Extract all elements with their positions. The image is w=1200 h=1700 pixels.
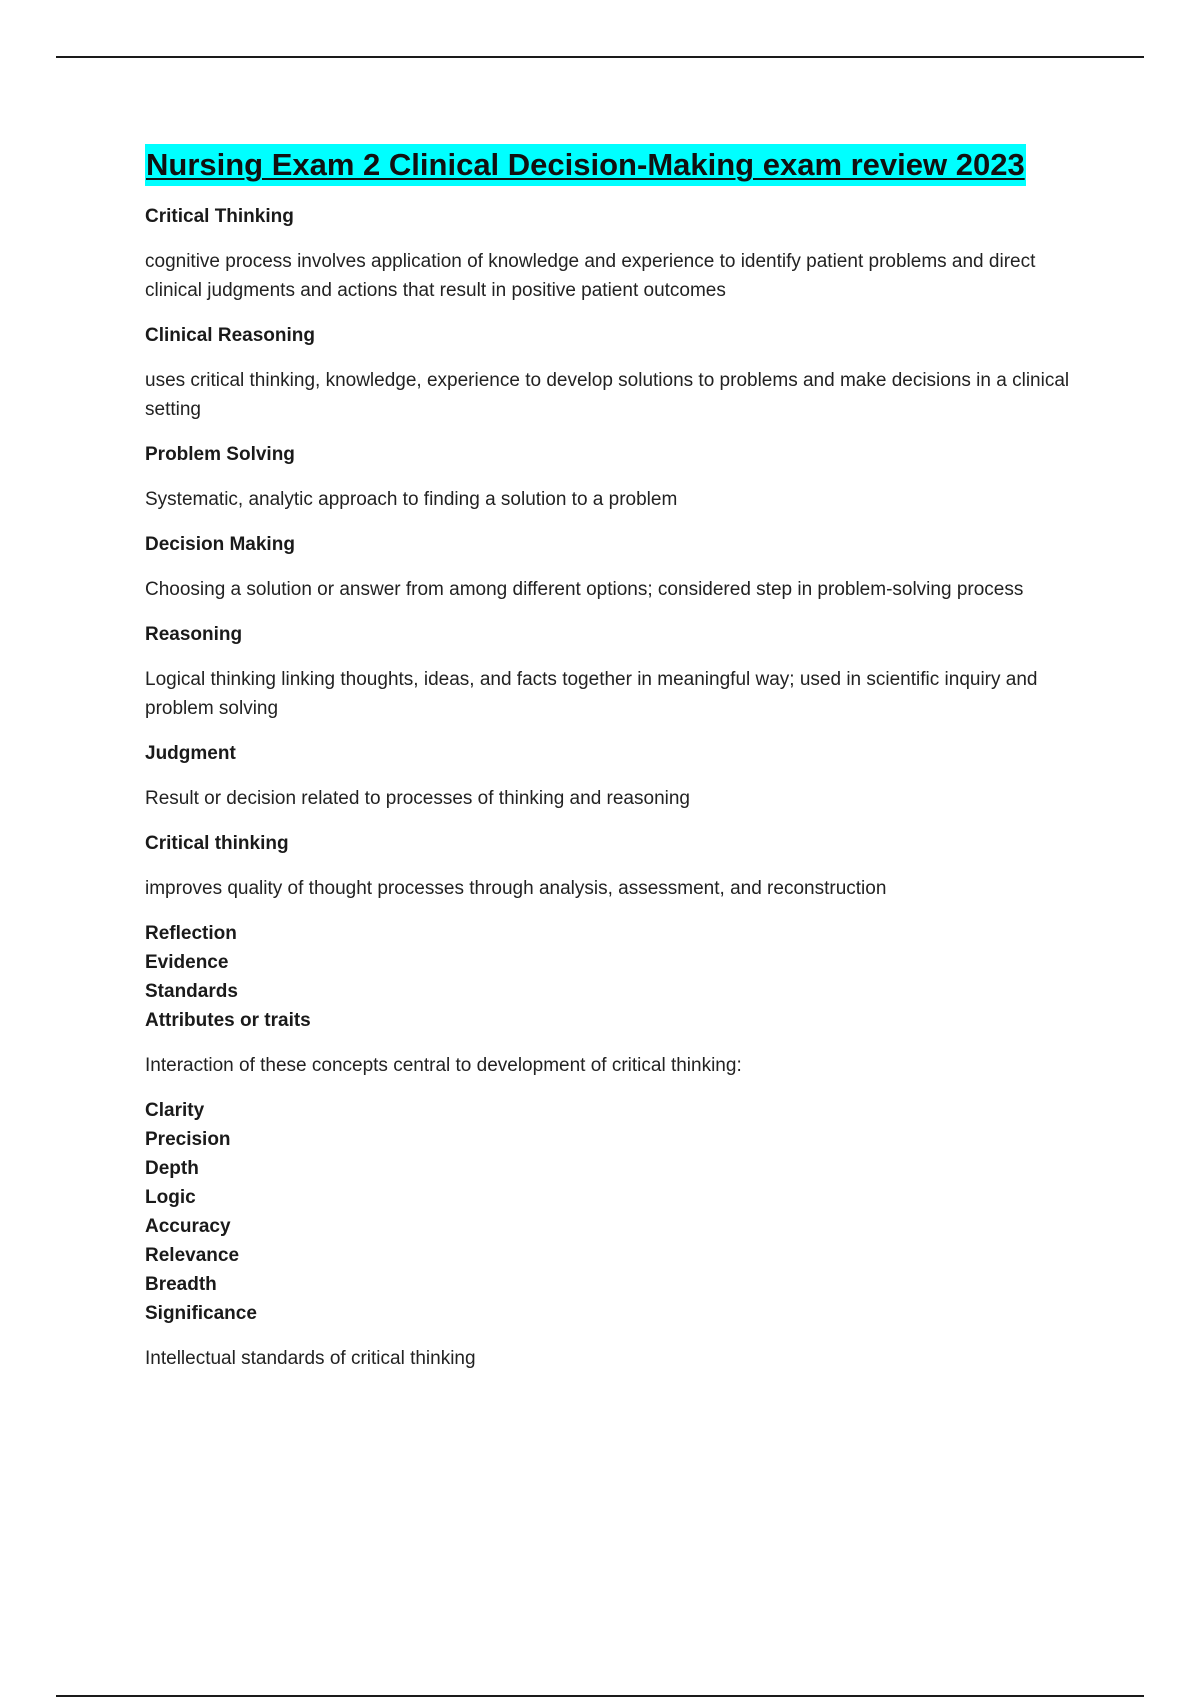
term-heading: Critical thinking (145, 833, 289, 854)
term-heading: Decision Making (145, 534, 295, 555)
concepts-definition: Interaction of these concepts central to development of critical thinking: (145, 1055, 742, 1076)
term-definition: cognitive process involves application of knowledge and experience to identify patient problems and direct clinical judgments and actions that result in positive patient outcomes (145, 251, 1036, 301)
standard-item: Clarity (145, 1100, 205, 1121)
concept-item: Reflection (145, 923, 237, 944)
standard-item: Breadth (145, 1274, 217, 1295)
concept-item: Evidence (145, 952, 229, 973)
term-definition: Result or decision related to processes of thinking and reasoning (145, 788, 690, 809)
standard-item: Relevance (145, 1245, 240, 1266)
standard-item: Accuracy (145, 1216, 231, 1237)
standards-list (145, 1096, 1090, 1328)
concepts-list (145, 919, 1090, 1035)
term-heading: Clinical Reasoning (145, 325, 315, 346)
standard-item: Significance (145, 1303, 257, 1324)
term-definition: uses critical thinking, knowledge, experience to develop solutions to problems and make decisions in a clinical setting (145, 370, 1070, 420)
standard-item: Precision (145, 1129, 231, 1150)
concept-item: Standards (145, 981, 238, 1002)
term-heading: Critical Thinking (145, 206, 294, 227)
term-heading: Reasoning (145, 624, 243, 645)
term-definition: Systematic, analytic approach to finding a solution to a problem (145, 489, 678, 510)
standards-definition: Intellectual standards of critical thinking (145, 1348, 476, 1369)
term-definition: Logical thinking linking thoughts, ideas, and facts together in meaningful way; used in scientific inquiry and problem solving (145, 669, 1038, 719)
footer-rule (56, 1695, 1144, 1697)
term-definition: Choosing a solution or answer from among different options; considered step in problem-solving process (145, 579, 1024, 600)
document-body (145, 144, 1090, 1389)
standard-item: Depth (145, 1158, 199, 1179)
term-heading: Problem Solving (145, 444, 295, 465)
concept-item: Attributes or traits (145, 1010, 311, 1031)
term-definition: improves quality of thought processes through analysis, assessment, and reconstruction (145, 878, 887, 899)
document-title: Nursing Exam 2 Clinical Decision-Making exam review 2023 (145, 144, 1026, 186)
standard-item: Logic (145, 1187, 196, 1208)
term-heading: Judgment (145, 743, 236, 764)
header-rule (56, 56, 1144, 58)
